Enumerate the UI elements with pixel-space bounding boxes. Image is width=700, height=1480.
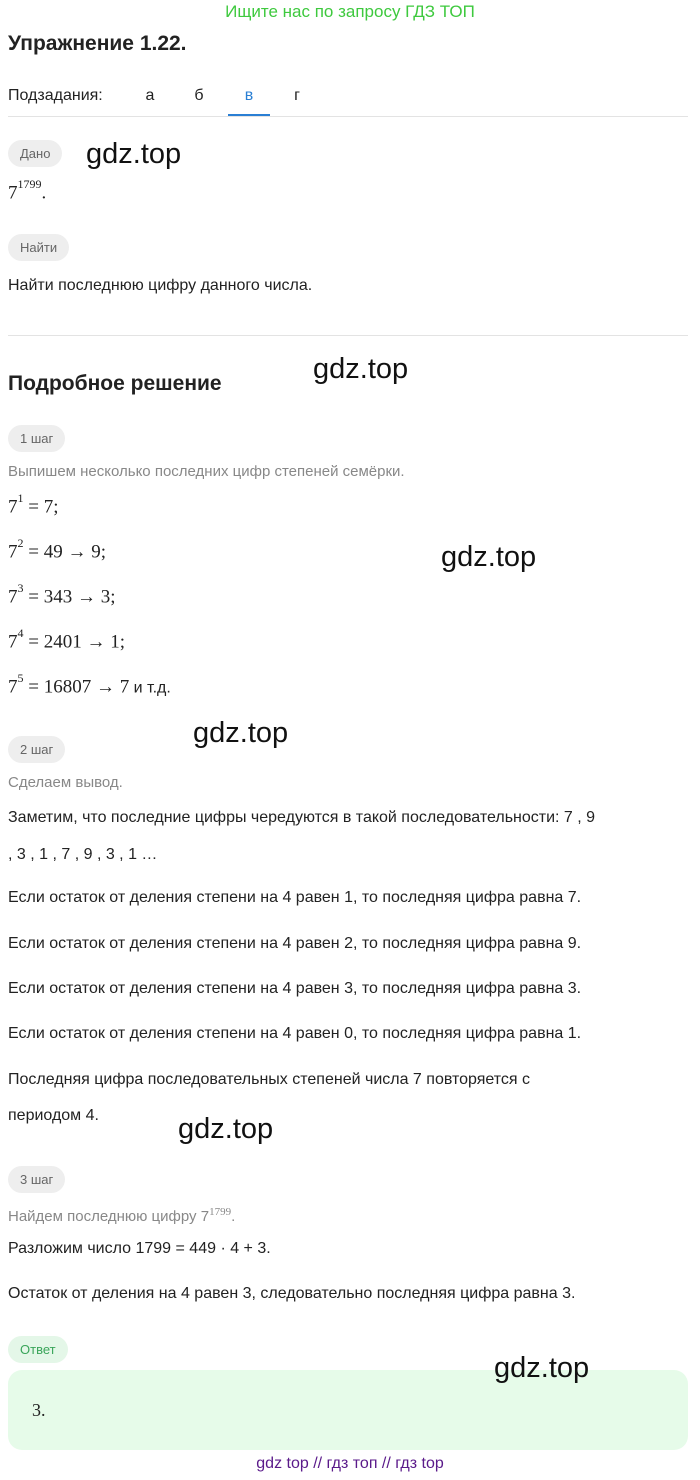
step2-caption: Сделаем вывод.: [8, 774, 123, 791]
answer-value: 3.: [32, 1400, 46, 1420]
watermark: gdz.top: [193, 717, 289, 749]
power-line-3: $7^3 = 343 \to 3$;: [8, 581, 116, 608]
rule-3: Если остаток от деления степени на 4 равен 3, то последняя цифра равна 3.: [8, 980, 582, 997]
active-tab-indicator: [228, 114, 270, 116]
power-line-4: $7^4 = 2401 \to 1$;: [8, 626, 125, 653]
find-chip: Найти: [8, 234, 69, 261]
find-text: Найти последнюю цифру данного числа.: [8, 277, 313, 294]
tab-b[interactable]: б: [194, 87, 204, 104]
subtasks-label: Подзадания:: [8, 87, 103, 104]
watermark: gdz.top: [313, 353, 409, 385]
power-line-1: $7^1 = 7$;: [8, 491, 59, 518]
watermark: gdz.top: [441, 541, 537, 573]
answer-chip: Ответ: [8, 1336, 68, 1363]
rule-1: Если остаток от деления степени на 4 равен 1, то последняя цифра равна 7.: [8, 889, 582, 906]
power-line-5: $7^5 = 16807 \to 7$ и т.д.: [8, 671, 171, 698]
watermark: gdz.top: [494, 1352, 590, 1384]
promo-banner: Ищите нас по запросу ГДЗ ТОП: [225, 2, 475, 21]
solution-title: Подробное решение: [8, 372, 222, 395]
period-text-cont: периодом 4.: [8, 1107, 99, 1124]
page-title: Упражнение 1.22.: [8, 32, 187, 55]
sequence-text-cont: , 3 , 1 , 7 , 9 , 3 , 1 …: [8, 846, 158, 863]
step3-chip: 3 шаг: [8, 1166, 65, 1193]
rule-2: Если остаток от деления степени на 4 равен 2, то последняя цифра равна 9.: [8, 935, 582, 952]
watermark: gdz.top: [178, 1113, 274, 1145]
given-expression: $7^{1799}$.: [8, 177, 47, 204]
watermark: gdz.top: [86, 138, 182, 170]
section-divider: [8, 335, 688, 336]
footer-links[interactable]: gdz top // гдз топ // гдз top: [256, 1455, 444, 1472]
conclusion-text: Остаток от деления на 4 равен 3, следовательно последняя цифра равна 3.: [8, 1285, 576, 1302]
power-line-2: $7^2 = 49 \to 9$;: [8, 536, 106, 563]
given-chip: Дано: [8, 140, 62, 167]
tab-g[interactable]: г: [294, 87, 300, 104]
sequence-text: Заметим, что последние цифры чередуются в такой последовательности: 7 , 9: [8, 809, 596, 826]
tab-a[interactable]: а: [145, 87, 155, 104]
tab-v[interactable]: в: [244, 87, 254, 104]
decompose-text: Разложим число 1799 = 449 · 4 + 3.: [8, 1240, 271, 1257]
rule-4: Если остаток от деления степени на 4 равен 0, то последняя цифра равна 1.: [8, 1025, 582, 1042]
step2-chip: 2 шаг: [8, 736, 65, 763]
step3-caption: Найдем последнюю цифру $7^{1799}$.: [8, 1206, 236, 1225]
period-text: Последняя цифра последовательных степеней числа 7 повторяется с: [8, 1071, 531, 1088]
step1-caption: Выпишем несколько последних цифр степеней семёрки.: [8, 463, 405, 480]
tabs-divider: [8, 116, 688, 117]
step1-chip: 1 шаг: [8, 425, 65, 452]
